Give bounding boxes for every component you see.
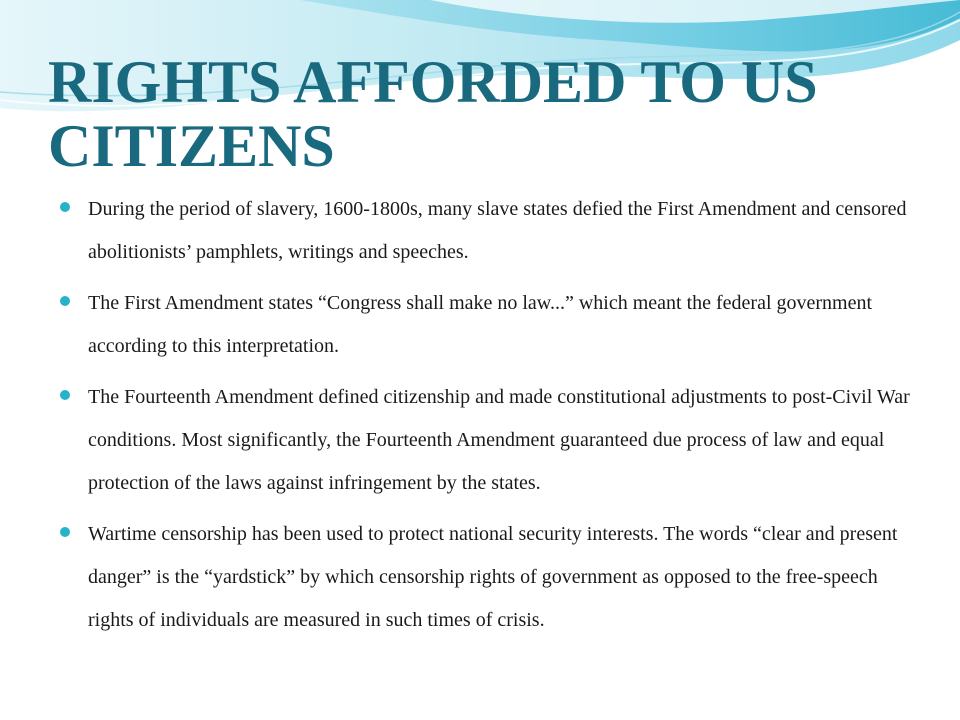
bullet-text: The Fourteenth Amendment defined citizenship and made constitutional adjustments to post-Civil War conditions. Most significantly, the Fourteenth Amendment guaranteed due process of law and equal protection of the laws against infringement by the states. [88,386,910,494]
bullet-dot-icon [60,527,70,537]
bullet-item-slavery-censorship [58,188,918,274]
bullet-text: The First Amendment states “Congress shall make no law...” which meant the federal government according to this interpretation. [88,292,873,357]
bullet-text: During the period of slavery, 1600-1800s, many slave states defied the First Amendment and censored abolitionists’ pamphlets, writings and speeches. [88,198,907,263]
title-line-1: RIGHTS AFFORDED TO US [48,49,818,115]
slide-title [48,50,928,178]
bullet-dot-icon [60,296,70,306]
bullet-list [58,188,918,650]
bullet-item-first-amendment [58,282,918,368]
bullet-item-wartime-censorship [58,513,918,642]
bullet-item-fourteenth-amendment [58,376,918,505]
bullet-dot-icon [60,202,70,212]
title-line-2: CITIZENS [48,113,335,179]
bullet-dot-icon [60,390,70,400]
bullet-text: Wartime censorship has been used to protect national security interests. The words “clear and present danger” is the “yardstick” by which censorship rights of government as opposed to the free-speech rights of individuals are measured in such times of crisis. [88,523,898,631]
